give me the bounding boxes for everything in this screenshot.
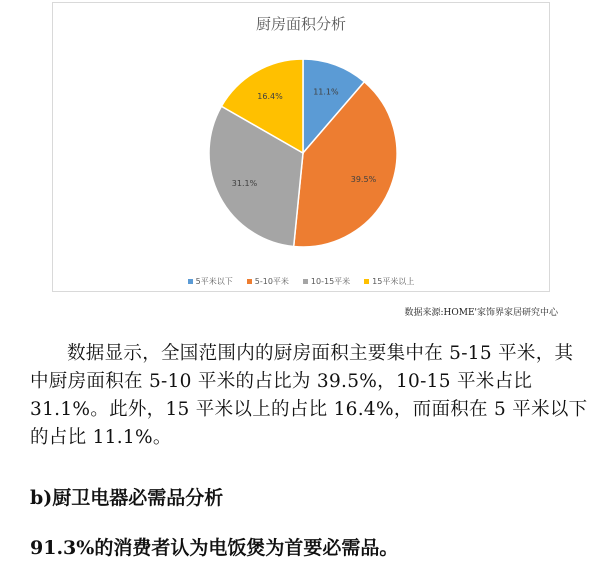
body-paragraph bbox=[30, 340, 590, 452]
legend-swatch bbox=[303, 279, 308, 284]
legend-label: 10-15平米 bbox=[310, 277, 351, 286]
slice-label-0: 11.1% bbox=[313, 87, 339, 97]
legend-item bbox=[188, 276, 233, 287]
data-source: 数据来源:HOME'家饰界家居研究中心 bbox=[404, 308, 558, 318]
legend-label: 5-10平米 bbox=[254, 277, 289, 286]
pie-chart bbox=[52, 2, 550, 292]
chart-title: 厨房面积分析 bbox=[255, 15, 346, 33]
slice-label-1: 39.5% bbox=[350, 174, 377, 184]
pie-svg bbox=[53, 3, 549, 291]
legend-label: 5平米以下 bbox=[195, 277, 233, 286]
legend-label: 15平米以上 bbox=[372, 277, 415, 286]
chart-legend bbox=[53, 276, 549, 287]
legend-swatch bbox=[364, 279, 369, 284]
legend-swatch bbox=[188, 279, 193, 284]
paragraph-text: 数据显示，全国范围内的厨房面积主要集中在 5-15 平米，其中厨房面积在 5-10 平米的占比为 39.5%，10-15 平米占比 31.1%。此外，15 平米以上的占比 16.4%，而面积在 5 平米以下的占比 11.1%。 bbox=[30, 343, 588, 448]
legend-swatch bbox=[247, 279, 252, 284]
section-heading: b)厨卫电器必需品分析 bbox=[30, 487, 224, 509]
legend-item bbox=[247, 276, 289, 287]
slice-label-2: 31.1% bbox=[231, 179, 258, 189]
key-finding: 91.3%的消费者认为电饭煲为首要必需品。 bbox=[30, 537, 399, 559]
slice-label-3: 16.4% bbox=[257, 92, 283, 102]
legend-item bbox=[364, 276, 414, 287]
legend-item bbox=[303, 276, 350, 287]
